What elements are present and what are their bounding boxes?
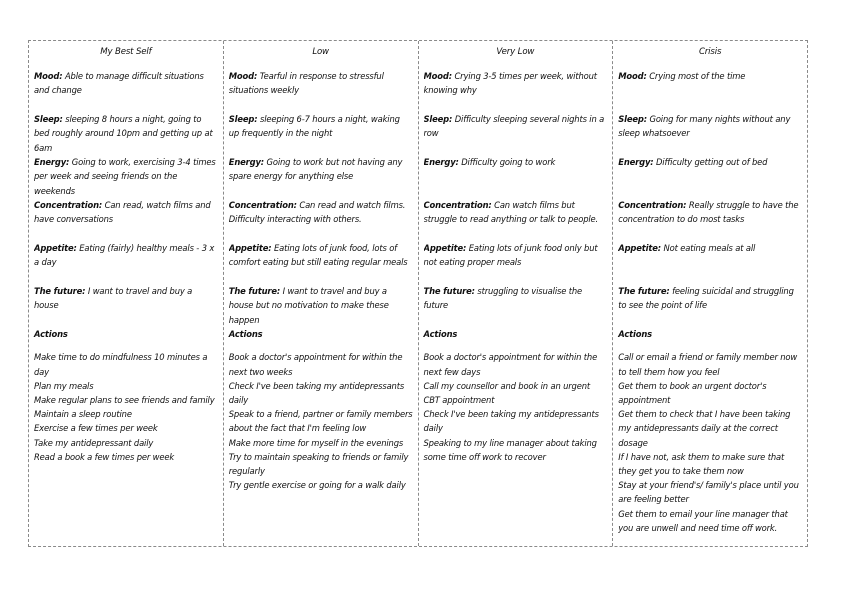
sleep-entry: [618, 112, 802, 155]
mood-entry: [618, 69, 802, 112]
action-item: Read a book a few times per week: [34, 451, 175, 462]
sleep-text: Difficulty sleeping several nights in a row: [423, 114, 605, 139]
appetite-entry: [424, 241, 608, 284]
appetite-entry: [618, 241, 802, 284]
mood-label: Mood:: [423, 71, 452, 82]
action-item: Get them to book an urgent doctor's appointment: [618, 380, 767, 406]
action-item: Try gentle exercise or going for a walk daily: [228, 480, 406, 491]
action-item: Call my counsellor and book in an urgent CBT appointment: [423, 380, 591, 406]
action-item: Get them to email your line manager that you are unwell and need time off work.: [618, 508, 788, 533]
appetite-label: Appetite:: [423, 243, 467, 254]
energy-text: Difficulty going to work: [458, 157, 556, 168]
concentration-label: Concentration:: [228, 200, 297, 211]
energy-label: Energy:: [228, 157, 264, 168]
mood-text: Crying most of the time: [646, 71, 746, 82]
action-item: Get them to check that I have been taking my antidepressants daily at the correct dosage: [618, 409, 791, 448]
column-my-best-self: [29, 41, 224, 546]
column-low: [224, 41, 419, 546]
concentration-text: Can read and watch films. Difficulty interacting with others.: [228, 200, 406, 225]
future-entry: [229, 284, 413, 327]
mood-entry: [424, 69, 608, 112]
mood-label: Mood:: [618, 71, 647, 82]
actions-heading: Actions: [34, 329, 68, 340]
concentration-text: Can watch films but struggle to read anything or talk to people.: [423, 200, 599, 225]
action-item: Make time to do mindfulness 10 minutes a day: [34, 352, 208, 377]
future-text: I want to travel and buy a house: [34, 286, 193, 311]
appetite-label: Appetite:: [228, 243, 272, 254]
action-item: Make regular plans to see friends and family: [34, 395, 215, 406]
sleep-label: Sleep:: [618, 114, 647, 125]
action-item: Call or email a friend or family member now to tell them how you feel: [618, 352, 798, 377]
sleep-text: sleeping 8 hours a night, going to bed roughly around 10pm and getting up at 6am: [34, 114, 213, 153]
concentration-entry: [34, 198, 218, 241]
column-crisis: [613, 41, 807, 546]
future-entry: [34, 284, 218, 327]
appetite-text: Eating lots of junk food, lots of comfort eating but still eating regular meals: [228, 243, 408, 268]
appetite-text: Not eating meals at all: [660, 243, 756, 254]
mood-entry: [229, 69, 413, 112]
appetite-entry: [229, 241, 413, 284]
appetite-entry: [34, 241, 218, 284]
energy-entry: [229, 155, 413, 198]
mood-text: Able to manage difficult situations and change: [34, 71, 204, 96]
action-item: Stay at your friend's/ family's place until you are feeling better: [618, 480, 799, 505]
future-entry: [618, 284, 802, 327]
concentration-label: Concentration:: [34, 200, 103, 211]
energy-label: Energy:: [423, 157, 459, 168]
sleep-label: Sleep:: [228, 114, 258, 125]
action-item: Speaking to my line manager about taking some time off work to recover: [423, 437, 597, 462]
action-item: Take my antidepressant daily: [34, 437, 154, 448]
sleep-entry: [229, 112, 413, 155]
column-heading: Crisis: [698, 47, 722, 57]
future-text: feeling suicidal and struggling to see the point of life: [618, 286, 794, 311]
mood-text: Crying 3-5 times per week, without knowing why: [423, 71, 597, 96]
appetite-text: Eating (fairly) healthy meals - 3 x a day: [34, 243, 215, 268]
action-item: Exercise a few times per week: [34, 423, 158, 434]
concentration-text: Can read, watch films and have conversations: [34, 200, 211, 225]
sleep-label: Sleep:: [34, 114, 63, 125]
actions-list: [424, 350, 608, 464]
actions-heading: Actions: [618, 329, 652, 340]
future-label: The future:: [228, 286, 281, 297]
energy-entry: [34, 155, 218, 198]
energy-text: Going to work but not having any spare energy for anything else: [228, 157, 403, 182]
wellbeing-plan-table: [28, 40, 808, 547]
sleep-label: Sleep:: [423, 114, 453, 125]
energy-text: Going to work, exercising 3-4 times per week and seeing friends on the weekends: [34, 157, 216, 196]
mood-label: Mood:: [228, 71, 258, 82]
action-item: Plan my meals: [34, 380, 94, 391]
concentration-text: Really struggle to have the concentration to do most tasks: [618, 200, 799, 225]
action-item: Check I've been taking my antidepressants daily: [423, 409, 599, 434]
actions-list: [618, 350, 802, 535]
concentration-entry: [229, 198, 413, 241]
action-item: Book a doctor's appointment for within the next two weeks: [228, 352, 403, 377]
sleep-entry: [34, 112, 218, 155]
actions-heading: Actions: [228, 329, 263, 340]
actions-list: [34, 350, 218, 464]
sleep-text: Going for many nights without any sleep whatsoever: [618, 114, 791, 139]
mood-label: Mood:: [34, 71, 63, 82]
future-label: The future:: [34, 286, 86, 297]
action-item: Book a doctor's appointment for within the next few days: [423, 352, 598, 377]
appetite-label: Appetite:: [34, 243, 77, 254]
action-item: Make more time for myself in the evenings: [228, 437, 404, 448]
future-label: The future:: [618, 286, 670, 297]
energy-label: Energy:: [34, 157, 70, 168]
future-entry: [424, 284, 608, 327]
concentration-entry: [618, 198, 802, 241]
concentration-label: Concentration:: [423, 200, 492, 211]
concentration-entry: [424, 198, 608, 241]
appetite-label: Appetite:: [618, 243, 661, 254]
column-heading: My Best Self: [100, 47, 152, 57]
future-text: I want to travel and buy a house but no motivation to make these happen: [228, 286, 389, 325]
action-item: Check I've been taking my antidepressants daily: [228, 380, 405, 406]
column-very-low: [419, 41, 614, 546]
mood-entry: [34, 69, 218, 112]
column-heading: Low: [312, 47, 329, 57]
future-label: The future:: [423, 286, 475, 297]
sleep-entry: [424, 112, 608, 155]
column-heading: Very Low: [496, 47, 535, 57]
energy-entry: [618, 155, 802, 198]
energy-label: Energy:: [618, 157, 654, 168]
concentration-label: Concentration:: [618, 200, 687, 211]
mood-text: Tearful in response to stressful situations weekly: [228, 71, 384, 96]
sleep-text: sleeping 6-7 hours a night, waking up frequently in the night: [228, 114, 400, 139]
energy-text: Difficulty getting out of bed: [653, 157, 768, 168]
appetite-text: Eating lots of junk food only but not eating proper meals: [423, 243, 598, 268]
action-item: Speak to a friend, partner or family members about the fact that I'm feeling low: [228, 409, 413, 434]
actions-list: [229, 350, 413, 492]
actions-heading: Actions: [423, 329, 458, 340]
action-item: Maintain a sleep routine: [34, 409, 132, 420]
future-text: struggling to visualise the future: [423, 286, 583, 311]
action-item: Try to maintain speaking to friends or family regularly: [228, 451, 409, 477]
energy-entry: [424, 155, 608, 198]
action-item: If I have not, ask them to make sure that they get you to take them now: [618, 451, 785, 477]
